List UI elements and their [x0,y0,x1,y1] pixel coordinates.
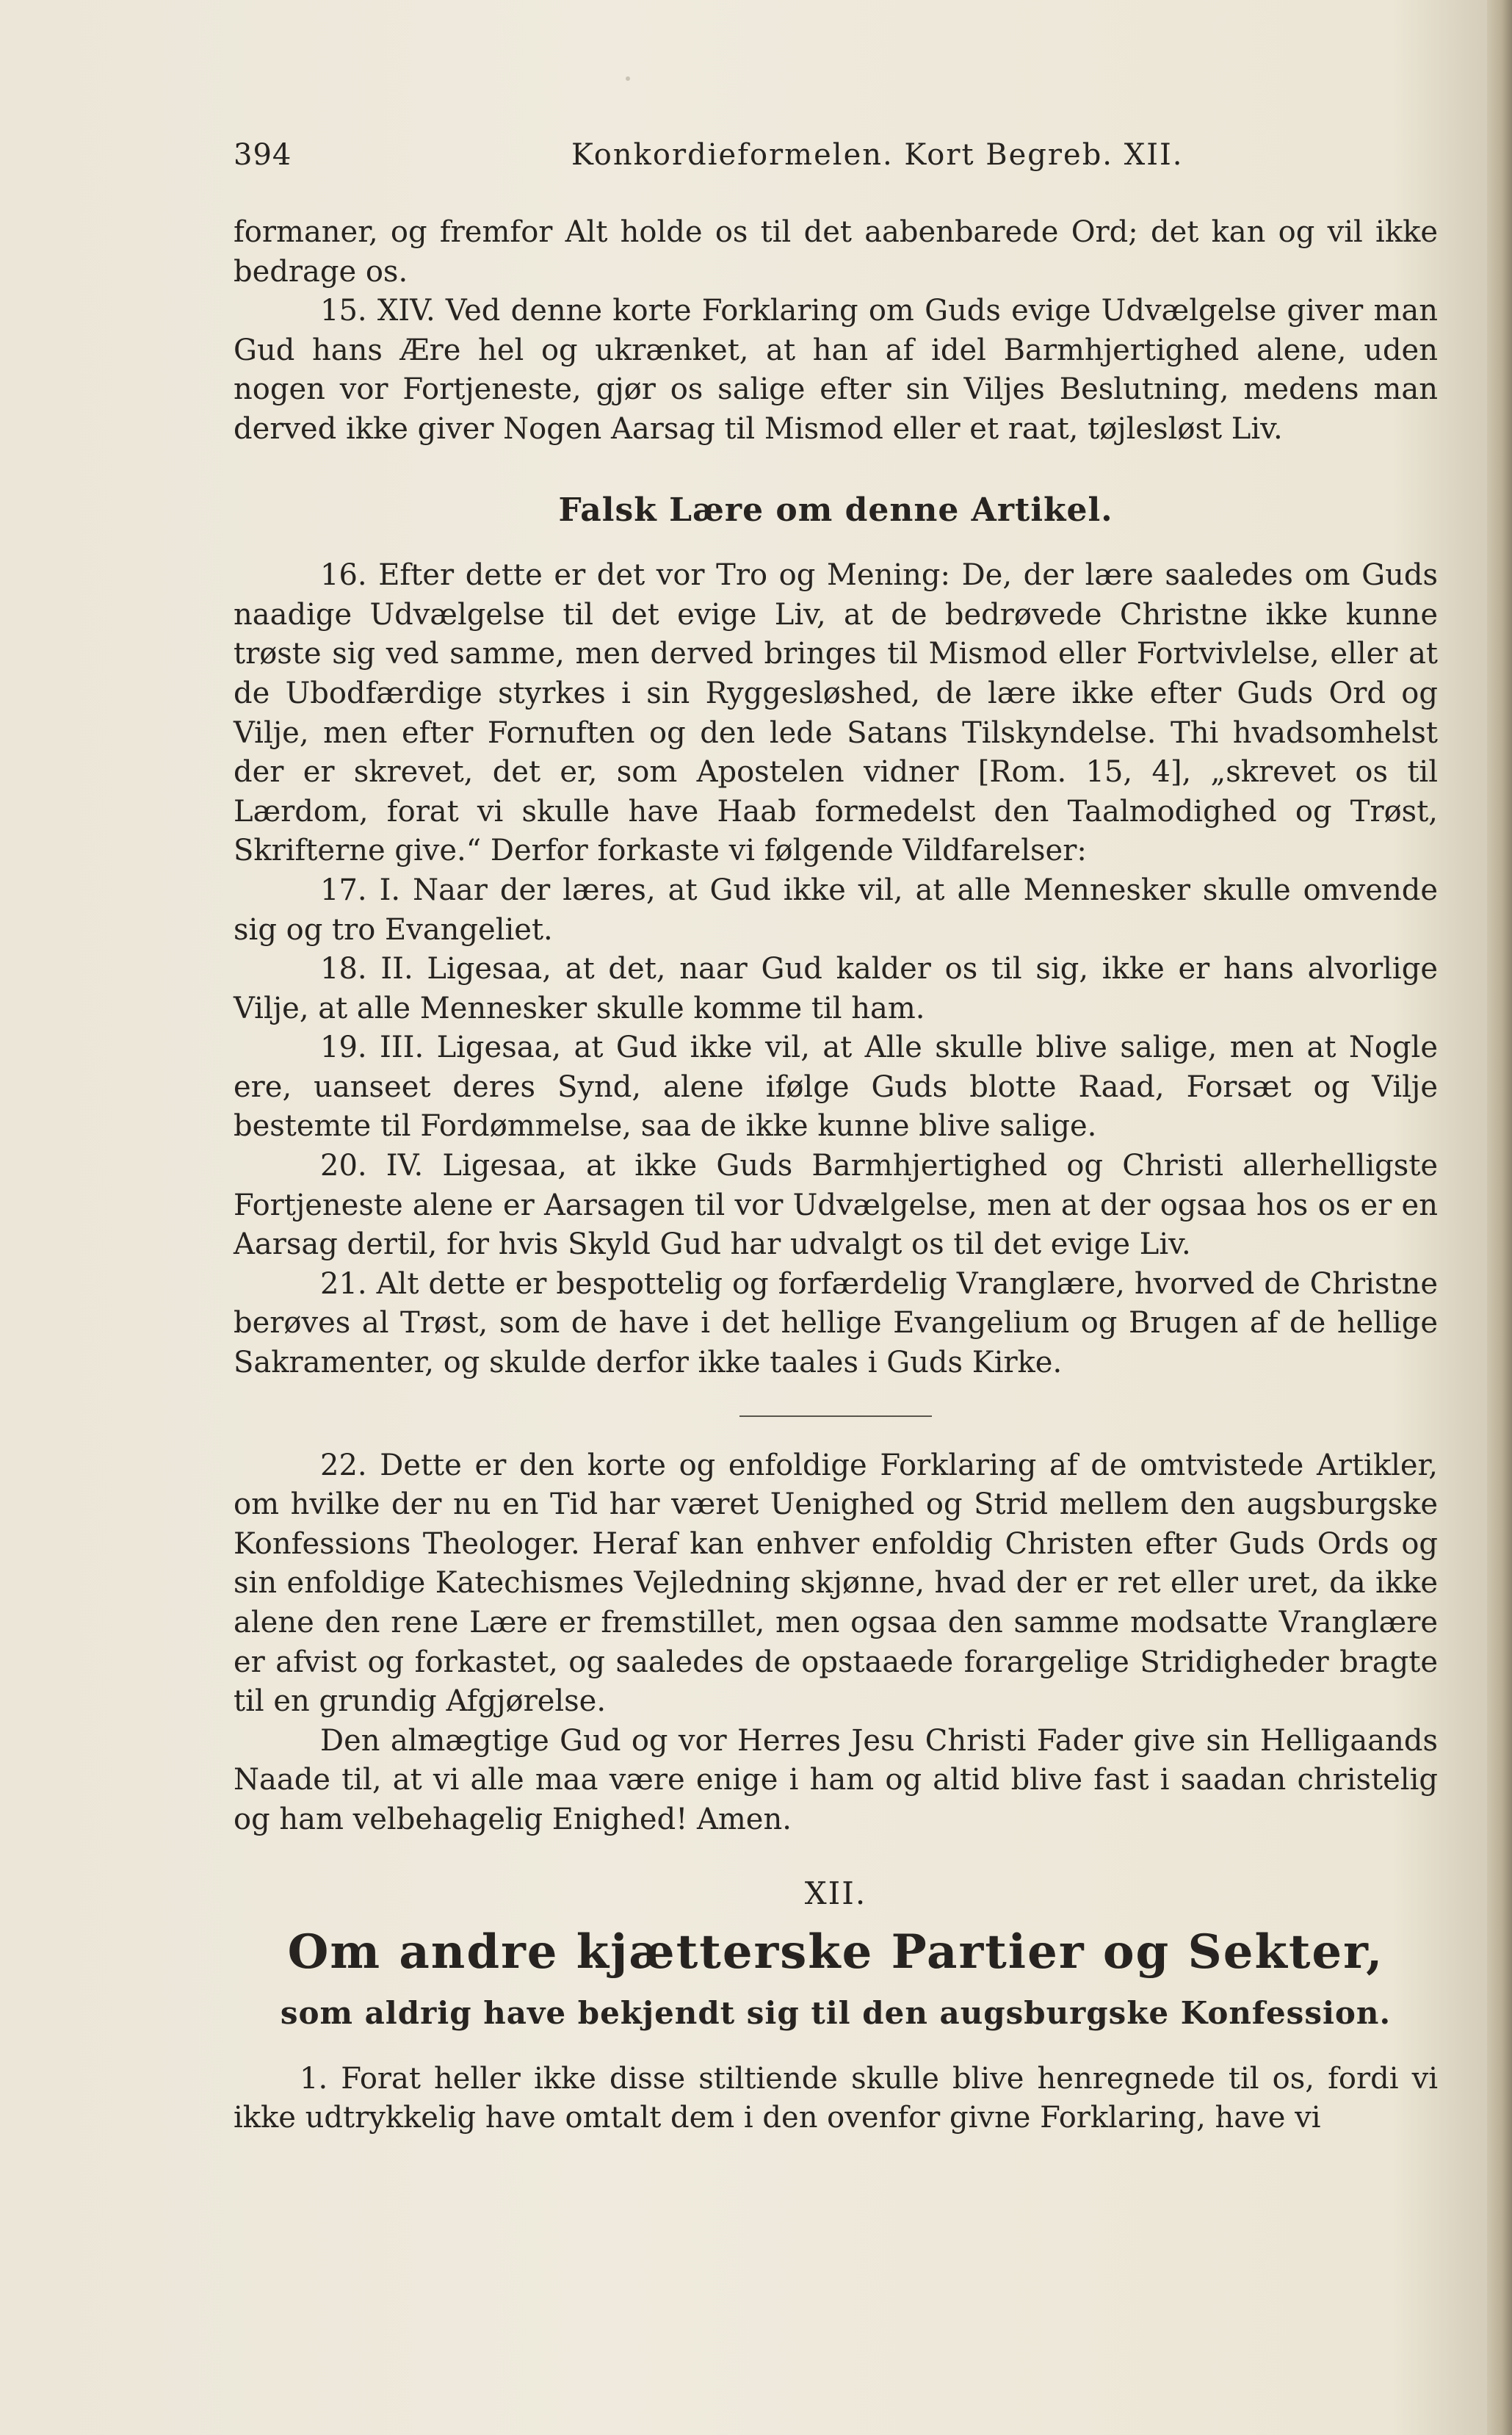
main-text [234,213,1438,2138]
running-title: Konkordieformelen. Kort Begreb. XII. [571,138,1184,172]
chapter-title: Om andre kjætterske Partier og Sekter, [287,1924,1384,1980]
chapter-body [234,2060,1438,2138]
paragraph-21: 21. Alt dette er bespottelig og forfærdelig Vranglære, hvorved de Christne berøves al Trøst, som de have i det hellige Evangelium og Brugen af de hellige Sakramenter, og skulde derfor ikke taales i Guds Kirke. [234,1266,1438,1380]
paper-speck [626,76,630,81]
paragraph-20: 20. IV. Ligesaa, at ikke Guds Barmhjertighed og Christi allerhelligste Fortjeneste alene er Aarsagen til vor Udvælgelse, men at der ogsaa hos os er en Aarsag dertil, for hvis Skyld Gud har udvalgt os til det evige Liv. [234,1149,1438,1262]
running-header [234,138,1453,182]
paragraph-17: 17. I. Naar der læres, at Gud ikke vil, at alle Mennesker skulle omvende sig og tro Evangeliet. [234,873,1438,947]
paragraph-prayer: Den almægtige Gud og vor Herres Jesu Christi Fader give sin Helligaands Naade til, at vi alle maa være enige i ham og altid blive fast i saadan christelig og ham velbehagelig Enighed! Amen. [234,1723,1438,1836]
page-number: 394 [234,138,292,172]
paragraph-22: 22. Dette er den korte og enfoldige Forklaring af de omtvistede Artikler, om hvilke der nu en Tid har været Uenighed og Strid mellem den augsburgske Konfessions Theologer. Heraf kan enhver enfoldig Christen efter Guds Ords og sin enfoldige Katechismes Vejledning skjønne, hvad der er ret eller uret, da ikke alene den rene Lære er fremstillet, men ogsaa den samme modsatte Vranglære er afvist og forkastet, og saaledes de opstaaede forargelige Stridigheder bragte til en grundig Afgjørelse. [234,1448,1438,1719]
section-divider [739,1415,932,1417]
paper-speck [1219,2115,1223,2119]
paper-speck [903,1131,906,1134]
chapter-subtitle: som aldrig have bekjendt sig til den augsburgske Konfession. [280,1995,1392,2032]
paragraph-18: 18. II. Ligesaa, at det, naar Gud kalder os til sig, ikke er hans alvorlige Vilje, at alle Mennesker skulle komme til ham. [234,952,1438,1025]
chapter-paragraph-1: 1. Forat heller ikke disse stiltiende skulle blive henregnede til os, fordi vi ikke udtrykkelig have omtalt dem i den ovenfor givne Forklaring, have vi [234,2061,1438,2135]
paragraph-19: 19. III. Ligesaa, at Gud ikke vil, at Alle skulle blive salige, men at Nogle ere, uanseet deres Synd, alene ifølge Guds blotte Raad, Forsæt og Vilje bestemte til Fordømmelse, saa de ikke kunne blive salige. [234,1031,1438,1144]
paragraph-16: 16. Efter dette er det vor Tro og Mening: De, der lære saaledes om Guds naadige Udvælgelse til det evige Liv, at de bedrøvede Christne ikke kunne trøste sig ved samme, men derved bringes til Mismod eller Fortvivlelse, eller at de Ubodfærdige styrkes i sin Ryggesløshed, de lære ikke efter Guds Ord og Vilje, men efter Fornuften og den lede Satans Tilskyndelse. Thi hvadsomhelst der er skrevet, det er, som Apostelen vidner [Rom. 15, 4], „skrevet os til Lærdom, forat vi skulle have Haab formedelst den Taalmodighed og Trøst, Skrifterne give.“ Derfor forkaste vi følgende Vildfarelser: [234,558,1438,868]
book-spine-edge [1487,0,1512,2435]
continuation-paragraph: formaner, og fremfor Alt holde os til det aabenbarede Ord; det kan og vil ikke bedrage os. [234,215,1438,289]
paragraph-15: 15. XIV. Ved denne korte Forklaring om Guds evige Udvælgelse giver man Gud hans Ære hel og ukrænket, at han af idel Barmhjertighed alene, uden nogen vor Fortjeneste, gjør os salige efter sin Viljes Beslutning, medens man derved ikke giver Nogen Aarsag til Mismod eller et raat, tøjlesløst Liv. [234,294,1438,446]
chapter-number: XII. [804,1875,867,1911]
section-heading-false-doctrine: Falsk Lære om denne Artikel. [558,491,1113,529]
